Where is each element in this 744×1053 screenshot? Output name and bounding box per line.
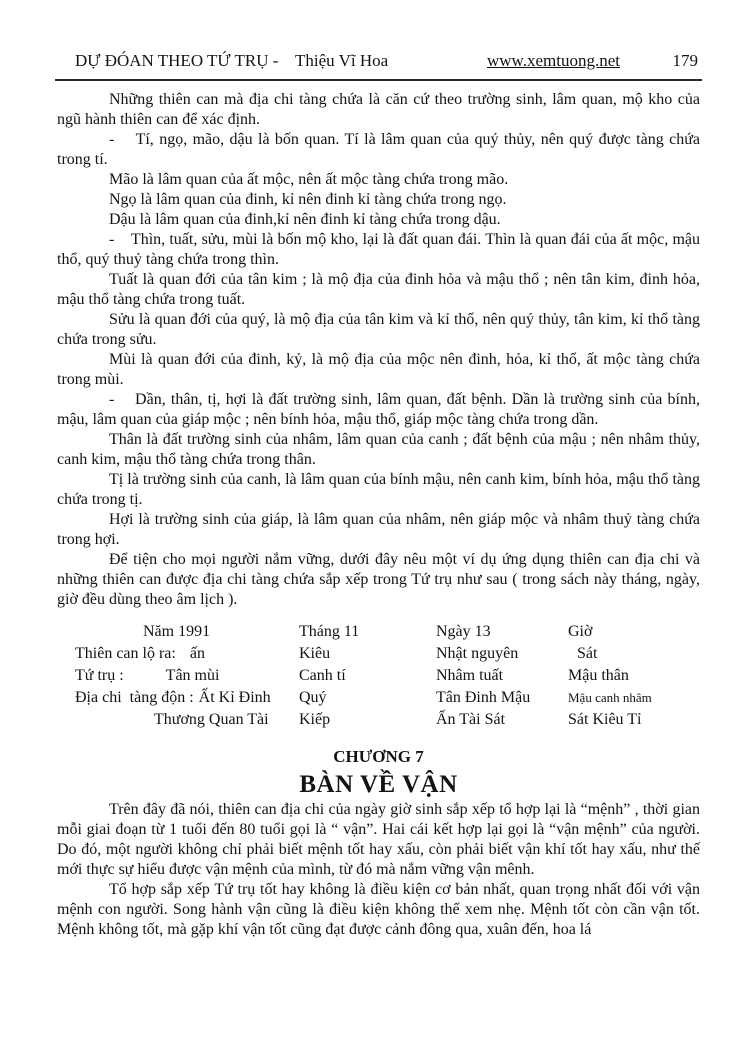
year-cell: Thương Quan Tài [154,711,269,728]
day-cell: Nhâm tuất [436,667,504,684]
row-label-and-value [75,644,299,664]
row-label-and-value [75,666,299,686]
year-cell: Ất Kỉ Đinh [198,689,271,706]
hour-cell: Sát Kiêu Tỉ [568,711,642,728]
row-label: Thiên can lộ ra: [75,645,176,662]
row-label-and-value [75,688,299,708]
month-cell: Kiếp [299,711,331,728]
year-cell: Năm 1991 [143,623,211,640]
page-body [57,90,700,940]
month-cell: Canh tí [299,667,346,684]
day-cell: Ấn Tài Sát [436,711,506,728]
body-paragraph: Tị là trường sinh của canh, là lâm quan của bính mậu, nên canh kim, bính hỏa, mậu thổ tàng chứa trong tị. [57,471,700,508]
body-paragraph: Những thiên can mà địa chi tàng chứa là căn cứ theo trường sinh, lâm quan, mộ kho của ngũ hành thiên can để xác định. [57,91,700,128]
website-link[interactable]: www.xemtuong.net [487,51,620,70]
row-label-and-value [75,710,299,730]
body-paragraph: Mão là lâm quan của ất mộc, nên ất mộc tàng chứa trong mão. [109,171,509,188]
four-pillars-table [57,622,700,732]
body-paragraph: Tuất là quan đới của tân kim ; là mộ địa của đinh hỏa và mậu thổ ; nên tân kim, đinh hỏa, mậu thổ tàng chứa trong tuất. [57,271,700,308]
body-paragraph: Thân là đất trường sinh của nhâm, lâm quan của canh ; đất bệnh của mậu ; nên nhâm thủy, canh kim, mậu thổ tàng chứa trong thân. [57,431,700,468]
page-header [57,50,700,72]
month-cell: Tháng 11 [299,623,360,640]
hour-cell: Sát [577,645,598,662]
day-cell: Nhật nguyên [436,645,519,662]
table-row [75,644,700,666]
chapter-title: BÀN VỀ VẬN [299,771,458,798]
month-cell: Kiêu [299,645,331,662]
hour-cell: Mậu thân [568,667,629,684]
author-name: Thiệu Vĩ Hoa [295,51,389,70]
book-title: DỰ ĐÓAN THEO TỨ TRỤ - [75,51,279,70]
table-row [75,710,700,732]
body-paragraph: Dậu là lâm quan của đinh,kỉ nên đinh kỉ tàng chứa trong dậu. [109,211,501,228]
row-label: Tứ trụ : [75,667,124,684]
body-paragraph: Để tiện cho mọi người nắm vững, dưới đây nêu một ví dụ ứng dụng thiên can địa chi và những thiên can được địa chi tàng chứa sắp xếp trong Tứ trụ như sau ( trong sách này tháng, ngày, giờ đều dùng theo âm lịch ). [57,551,700,608]
row-label-and-year [75,622,299,642]
body-paragraph: Mùi là quan đới của đinh, kỷ, là mộ địa của mộc nên đinh, hỏa, kỉ thổ, ất mộc tàng chứa trong mùi. [57,351,700,388]
body-paragraph: - Thìn, tuất, sửu, mùi là bốn mộ kho, lại là đất quan đái. Thìn là quan đái của ất mộc, mậu thổ, quý thuỷ tàng chứa trong thìn. [57,231,700,268]
table-row [75,622,700,644]
header-divider [55,79,702,81]
body-paragraph: Hợi là trường sinh của giáp, là lâm quan của nhâm, nên giáp mộc và nhâm thuỷ tàng chứa trong hợi. [57,511,700,548]
hour-cell: Giờ [568,623,593,640]
month-cell: Quý [299,689,327,706]
body-paragraph: Ngọ là lâm quan của đinh, kỉ nên đinh kỉ tàng chứa trong ngọ. [109,191,507,208]
body-paragraph: Sửu là quan đới của quý, là mộ địa của tân kim và kỉ thổ, nên quý thủy, tân kim, kỉ thổ tàng chứa trong sửu. [57,311,700,348]
year-cell: ấn [189,645,205,662]
table-row [75,666,700,688]
hour-cell: Mậu canh nhâm [568,690,652,705]
page-number: 179 [672,51,698,70]
table-row [75,688,700,710]
day-cell: Tân Đinh Mậu [436,689,531,706]
body-paragraph: - Tí, ngọ, mão, dậu là bốn quan. Tí là lâm quan của quý thủy, nên quý được tàng chứa trong tí. [57,131,700,168]
body-paragraph: Trên đây đã nói, thiên can địa chi của ngày giờ sinh sắp xếp tổ hợp lại là “mệnh” , thời gian mỗi giai đoạn từ 1 tuổi đến 80 tuổi gọi là “ vận”. Hai cái kết hợp lại gọi là “vận mệnh” của người. Do đó, một người không chỉ phải biết mệnh tốt hay xấu, còn phải biết vận khí tốt hay xấu, như thế mới thực sự hiểu được vận mệnh của mình, từ đó mà nắm vững vận mênh. [57,801,700,878]
body-paragraph: Tổ hợp sắp xếp Tứ trụ tốt hay không là điều kiện cơ bản nhất, quan trọng nhất đối với vận mệnh con người. Song hành vận cũng là điều kiện không thể xem nhẹ. Mệnh tốt còn cần vận tốt. Mệnh không tốt, mà gặp khí vận tốt cũng đạt được cảnh đông qua, xuân đến, hoa lá [57,881,700,938]
row-label: Địa chi tàng độn : [75,689,194,706]
day-cell: Ngày 13 [436,623,491,640]
chapter-number: CHƯƠNG 7 [333,747,424,766]
body-paragraph: - Dần, thân, tị, hợi là đất trường sinh, lâm quan, đất bệnh. Dần là trường sinh của bính, mậu, lâm quan của giáp mộc ; nên bính hỏa, mậu thổ, giáp mộc tàng chứa trong dần. [57,391,700,428]
year-cell: Tân mùi [165,667,220,684]
